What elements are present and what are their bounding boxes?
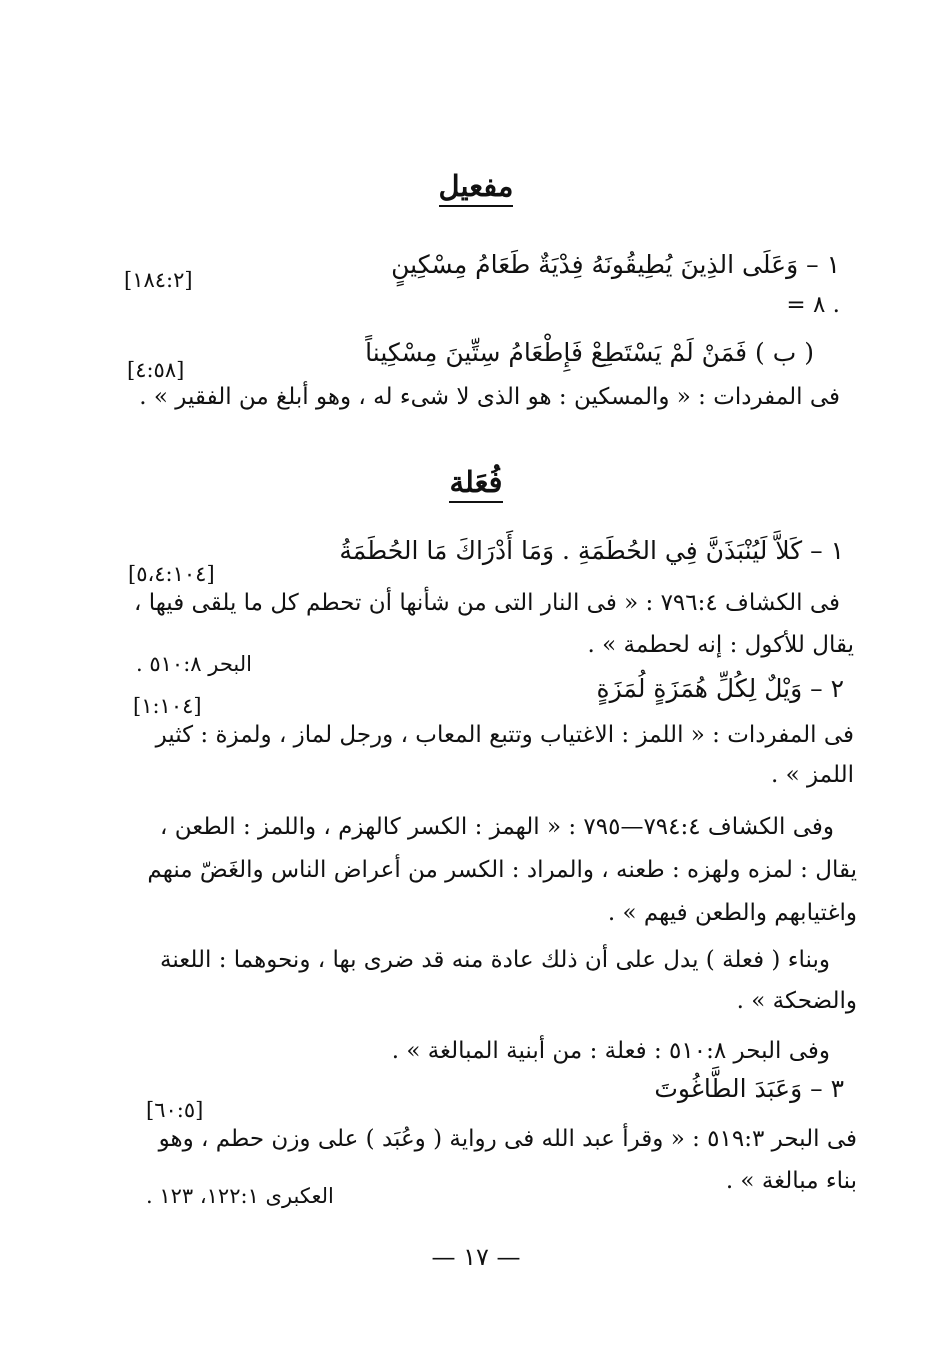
bahr-qiraa-line-2: بناء مبالغة » . [725,1168,857,1194]
entry-b-ref: [٤:٥٨] [127,358,185,382]
section-title-fuala: فُعَلة [0,464,952,500]
kashshaf-hamz-line-2: يقال : لمزه ولهزه : طعنه ، والمراد : الكسر من أعراض الناس والغَضّ منهم [147,857,857,883]
section-title-mafeel: مفعيل [0,168,952,204]
entry-1-ref: [١٨٤:٢] [124,268,193,292]
entry-1-ref-hutama: [٥،٤:١٠٤] [128,562,215,586]
entry-1-verse: ١ – وَعَلَى الذِينَ يُطِيقُونَهُ فِدْيَةٌ طَعَامُ مِسْكِينٍ [391,250,840,279]
mufradat-lamz-line-1: فى المفردات : « اللمز : الاغتياب وتتبع المعاب ، ورجل لماز ، ولمزة : كثير [155,722,854,748]
bahr-qiraa-line-1: فى البحر ٥١٩:٣ : « وقرأ عبد الله فى رواية ( وعُبَد ) على وزن حطم ، وهو [158,1126,857,1152]
entry-b-verse: ( ب ) فَمَنْ لَمْ يَسْتَطِعْ فَإِطْعَامُ سِتِّينَ مِسْكِيناً [365,338,814,367]
ukbari-source: العكبرى ١٢٢:١، ١٢٣ . [146,1184,334,1208]
mufradat-commentary: فى المفردات : « والمسكين : هو الذى لا شىء له ، وهو أبلغ من الفقير » . [139,384,840,410]
bina-fuala-line-2: والضحكة » . [736,988,857,1014]
kashshaf-commentary-line-2: يقال للأكول : إنه لحطمة » . [587,632,854,658]
kashshaf-hamz-line-1: وفى الكشاف ٧٩٤:٤—٧٩٥ : « الهمز : الكسر كالهزم ، واللمز : الطعن ، [160,814,834,840]
entry-3-verse-taghut: ٣ – وَعَبَدَ الطَّاغُوتَ [654,1074,844,1103]
page-number: — ١٧ — [431,1243,521,1271]
bahr-source-1: البحر ٥١٠:٨ . [136,652,252,676]
entry-3-ref-taghut: [٦٠:٥] [146,1098,204,1122]
mufradat-lamz-line-2: اللمز » . [770,762,854,788]
bina-fuala-line-1: وبناء ( فعلة ) يدل على أن ذلك عادة منه قد ضرى بها ، ونحوهما : اللعنة [160,947,830,973]
kashshaf-commentary-line-1: فى الكشاف ٧٩٦:٤ : « فى النار التى من شأنها أن تحطم كل ما يلقى فيها ، [133,590,840,616]
entry-2-ref-humaza: [١:١٠٤] [133,694,202,718]
entry-1-verse-hutama: ١ – كَلاَّ لَيُنْبَذَنَّ فِي الحُطَمَةِ . وَمَا أَدْرَاكَ مَا الحُطَمَةُ [339,536,844,565]
entry-2-verse-humaza: ٢ – وَيْلٌ لِكُلِّ هُمَزَةٍ لُمَزَةٍ [596,674,844,703]
bahr-mubalagha: وفى البحر ٥١٠:٨ : فعلة : من أبنية المبالغة » . [391,1038,830,1064]
kashshaf-hamz-line-3: واغتيابهم والطعن فيهم » . [607,900,857,926]
entry-1-note: = ٨ . [786,292,840,318]
